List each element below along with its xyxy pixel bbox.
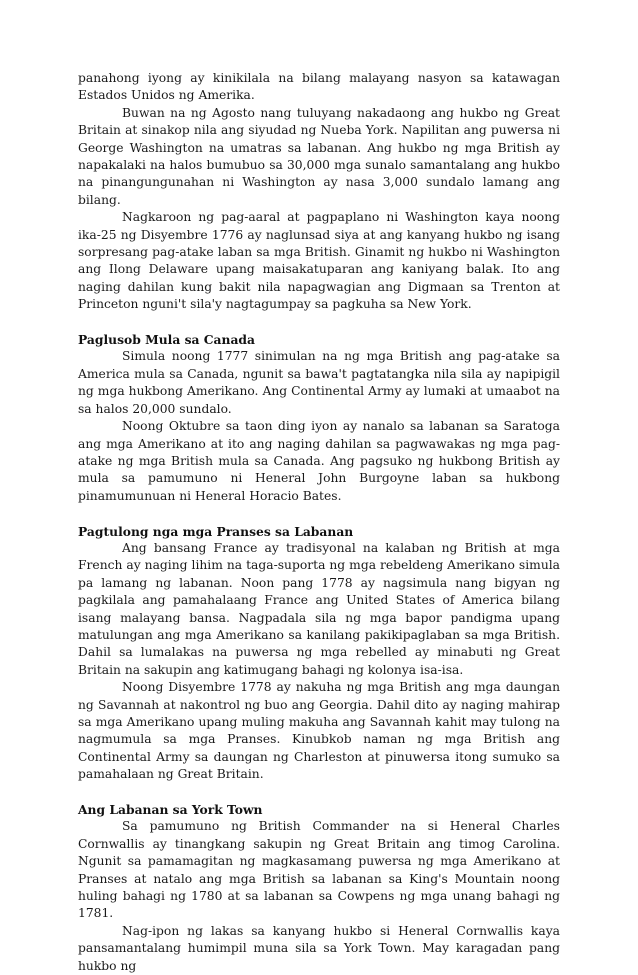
section-spacer xyxy=(78,505,560,522)
section-spacer xyxy=(78,784,560,801)
section-heading-pranses: Pagtulong nga mga Pranses sa Labanan xyxy=(78,523,354,539)
intro-paragraph-delaware: Nagkaroon ng pag-aaral at pagpaplano ni Washington kaya noong ika-25 ng Disyembre 1776 ay naglunsad siya at ang kanyang hukbo ng isang sorpresang pag-atake laban sa mga British. Ginamit ng hukbo ni Washington ang Ilong Delaware upang maisakatuparan ang kaniyang balak. Ito ang naging dahilan kung bakit nila napagwagian ang Digmaan sa Trenton at Princeton nguni't sila'y nagtagumpay sa pagkuha sa New York. xyxy=(78,210,560,312)
section-canada-paragraph: Noong Oktubre sa taon ding iyon ay nanalo sa labanan sa Saratoga ang mga Amerikano at ito ang naging dahilan sa pagwawakas ng mga pag-atake ng mga British mula sa Canada. Ang pagsuko ng hukbong British ay mula sa pamumuno ni Heneral John Burgoyne laban sa hukbong pinamumunuan ni Heneral Horacio Bates. xyxy=(78,419,560,503)
section-spacer xyxy=(78,314,560,331)
document-body xyxy=(78,70,560,975)
section-pranses-paragraph: Ang bansang France ay tradisyonal na kalaban ng British at mga French ay naging lihim na taga-suporta ng mga rebeldeng Amerikano simula pa lamang ng labanan. Noon pang 1778 ay nagsimula nang bigyan ng pagkilala ang pamahalaang France ang United States of America bilang isang malayang bansa. Nagpadala sila ng mga bapor pandigma upang matulungan ang mga Amerikano sa kanilang pakikipaglaban sa mga British. Dahil sa lumalakas na puwersa ng mga rebelled ay minabuti ng Great Britain na sakupin ang katimugang bahagi ng kolonya isa-isa. xyxy=(78,540,560,677)
section-york-town-paragraph: Nag-ipon ng lakas sa kanyang hukbo si Heneral Cornwallis kaya pansamantalang humimpil muna sila sa York Town. May karagadan pang hukbo ng xyxy=(78,923,560,973)
intro-paragraph-continuation: panahong iyong ay kinikilala na bilang malayang nasyon sa katawagan Estados Unidos ng Amerika. xyxy=(78,71,560,103)
intro-paragraph-august: Buwan na ng Agosto nang tuluyang nakadaong ang hukbo ng Great Britain at sinakop nila ang siyudad ng Nueba York. Napilitan ang puwersa ni George Washington na umatras sa labanan. Ang hukbo ng mga British ay napakalaki na halos bumubuo sa 30,000 mga sunalo samantalang ang hukbo na pinangungunahan ni Washington ay nasa 3,000 sundalo lamang ang bilang. xyxy=(78,105,560,207)
section-heading-canada: Paglusob Mula sa Canada xyxy=(78,332,255,348)
section-heading-york-town: Ang Labanan sa York Town xyxy=(78,802,263,818)
section-pranses-paragraph: Noong Disyembre 1778 ay nakuha ng mga British ang mga daungan ng Savannah at nakontrol ng buo ang Georgia. Dahil dito ay naging mahirap sa mga Amerikano upang muling makuha ang Savannah kahit may tulong na nagmumula sa mga Pranses. Kinubkob naman ng mga British ang Continental Army sa daungan ng Charleston at pinuwersa itong sumuko sa pamahalaan ng Great Britain. xyxy=(78,680,560,782)
section-york-town-paragraph: Sa pamumuno ng British Commander na si Heneral Charles Cornwallis ay tinangkang sakupin ng Great Britain ang timog Carolina. Ngunit sa pamamagitan ng magkasamang puwersa ng mga Amerikano at Pranses at natalo ang mga British sa labanan sa King's Mountain noong huling bahagi ng 1780 at sa labanan sa Cowpens ng mga unang bahagi ng 1781. xyxy=(78,819,560,921)
section-canada-paragraph: Simula noong 1777 sinimulan na ng mga British ang pag-atake sa America mula sa Canada, ngunit sa bawa't pagtatangka nila sila ay napipigil ng mga hukbong Amerikano. Ang Continental Army ay lumaki at umaabot na sa halos 20,000 sundalo. xyxy=(78,349,560,416)
